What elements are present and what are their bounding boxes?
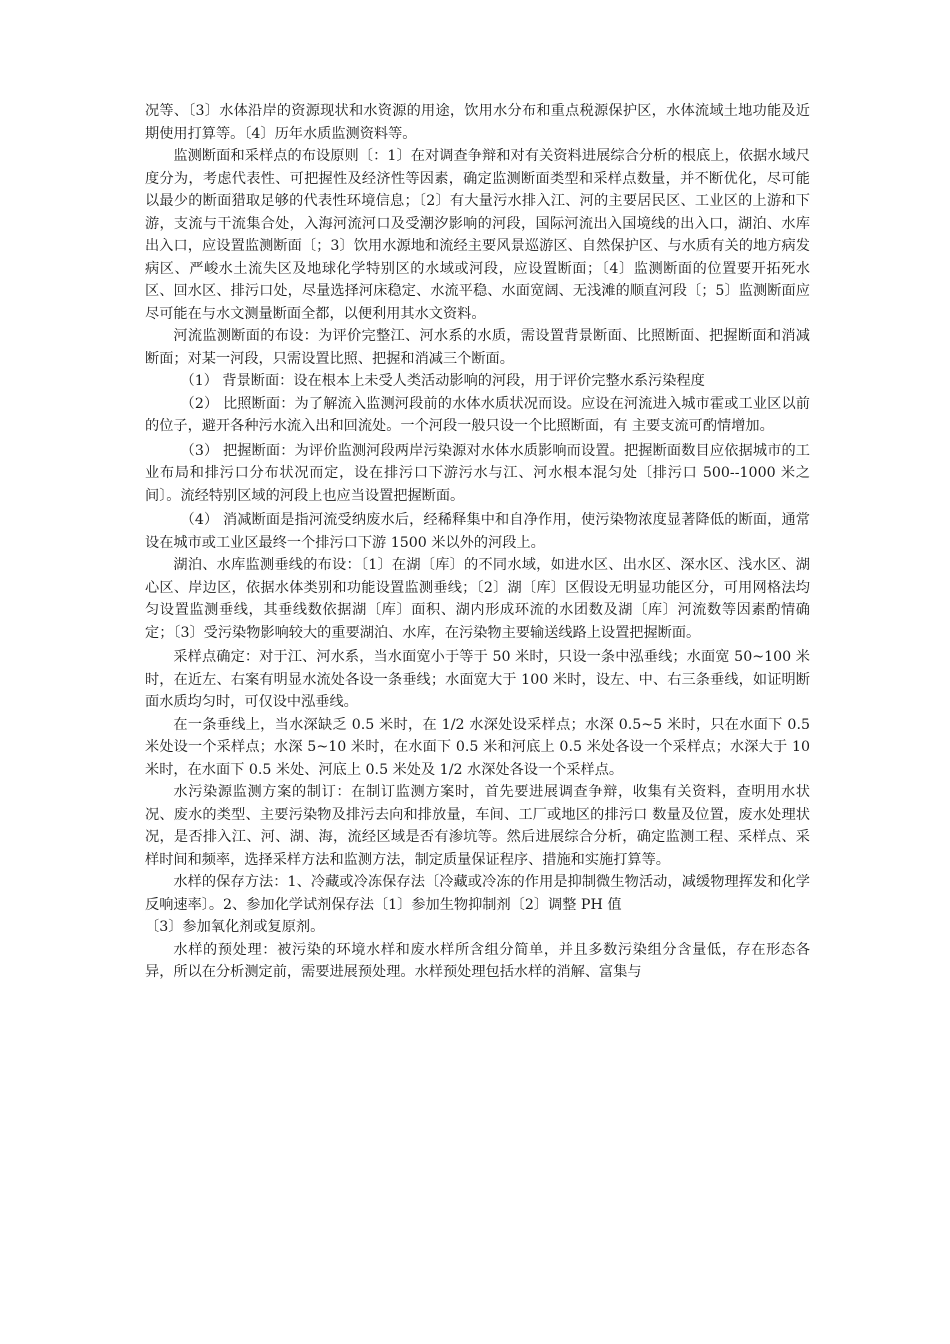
paragraph-background-section: （1） 背景断面：设在根本上未受人类活动影响的河段，用于评价完整水系污染程度 [180, 373, 705, 389]
paragraph-pretreatment: 水样的预处理：被污染的环境水样和废水样所含组分简单，并且多数污染组分含量低，存在形态各异，所以在分析测定前，需要进展预处理。水样预处理包括水样的消解、富集与 [145, 941, 810, 980]
paragraph-reduction-section: （4） 消减断面是指河流受纳废水后，经稀释集中和自净作用，使污染物浓度显著降低的断面，通常设在城市或工业区最终一个排污口下游 1500 米以外的河段上。 [145, 512, 810, 551]
paragraph-vertical-depth: 在一条垂线上，当水深缺乏 0.5 米时，在 1/2 水深处设采样点；水深 0.5~5 米时，只在水面下 0.5 米处设一个采样点；水深 5~10 米时，在水面下 0.5 米和河底上 0.5 米处各设一个采样点；水深大于 10 米时，在水面下 0.5 米处、河底上 0.5 米处及 1/2 水深处各设一个采样点。 [145, 716, 810, 778]
paragraph-sampling-points: 采样点确定：对于江、河水系，当水面宽小于等于 50 米时，只设一条中泓垂线；水面宽 50~100 米时，在近左、右案有明显水流处各设一条垂线；水面宽大于 100 米时，设左、中、右三条垂线，如证明断面水质均匀时，可仅设中泓垂线。 [145, 649, 810, 710]
paragraph-preservation-item-3: 〔3〕参加氧化剂或复原剂。 [145, 919, 325, 935]
paragraph-lake-verticals: 湖泊、水库监测垂线的布设：〔1〕在湖〔库〕的不同水域，如进水区、出水区、深水区、浅水区、湖心区、岸边区，依据水体类别和功能设置监测垂线；〔2〕湖〔库〕区假设无明显功能区分，可用网格法均匀设置监测垂线，其垂线数依据湖〔库〕面积、湖内形成环流的水团数及湖〔库〕河流数等因素酌情确定；〔3〕受污染物影响较大的重要湖泊、水库，在污染物主要输送线路上设置把握断面。 [145, 557, 810, 641]
document-page [145, 100, 810, 984]
paragraph-continuation: 况等、〔3〕水体沿岸的资源现状和水资源的用途，饮用水分布和重点税源保护区，水体流域土地功能及近期使用打算等。〔4〕历年水质监测资料等。 [145, 103, 810, 142]
paragraph-river-sections: 河流监测断面的布设：为评价完整江、河水系的水质，需设置背景断面、比照断面、把握断面和消减断面；对某一河段，只需设置比照、把握和消减三个断面。 [145, 328, 810, 367]
paragraph-control-section: （2） 比照断面：为了解流入监测河段前的水体水质状况而设。应设在河流进入城市霍或工业区以前的位子，避开各种污水流入出和回流处。一个河段一般只设一个比照断面，有 主要支流可酌情增加。 [145, 395, 810, 434]
paragraph-pollution-source-plan: 水污染源监测方案的制订：在制订监测方案时，首先要进展调查争辩，收集有关资料，查明用水状况、废水的类型、主要污染物及排污去向和排放量，车间、工厂或地区的排污口 数量及位置，废水处理状况，是否排入江、河、湖、海，流经区域是否有渗坑等。然后进展综合分析，确定监测工程、采样点、采样时间和频率，选择采样方法和监测方法，制定质量保证程序、措施和实施打算等。 [145, 784, 810, 868]
paragraph-sample-preservation: 水样的保存方法：1、冷藏或冷冻保存法〔冷藏或冷冻的作用是抑制微生物活动，减缓物理挥发和化学反响速率〕。2、参加化学试剂保存法〔1〕参加生物抑制剂〔2〕调整 PH 值 [145, 874, 810, 913]
paragraph-section-principles: 监测断面和采样点的布设原则〔：1〕在对调查争辩和对有关资料进展综合分析的根底上，依据水域尺度分为，考虑代表性、可把握性及经济性等因素，确定监测断面类型和采样点数量，并不断优化，尽可能以最少的断面猎取足够的代表性环境信息；〔2〕有大量污水排入江、河的主要居民区、工业区的上游和下游，支流与干流集合处，入海河流河口及受潮汐影响的河段，国际河流出入国境线的出入口，湖泊、水库出入口，应设置监测断面〔；3〕饮用水源地和流经主要风景巡游区、自然保护区、与水质有关的地方病发病区、严峻水土流失区及地球化学特别区的水域或河段，应设置断面；〔4〕监测断面的位置要开拓死水区、回水区、排污口处，尽量选择河床稳定、水流平稳、水面宽阔、无浅滩的顺直河段〔；5〕监测断面应尽可能在与水文测量断面全都，以便利用其水文资料。 [145, 148, 810, 322]
paragraph-monitoring-section: （3） 把握断面：为评价监测河段两岸污染源对水体水质影响而设置。把握断面数目应依据城市的工业布局和排污口分布状况而定，设在排污口下游污水与江、河水根本混匀处〔排污口 500--1000 米之间〕。流经特别区域的河段上也应当设置把握断面。 [145, 442, 810, 504]
